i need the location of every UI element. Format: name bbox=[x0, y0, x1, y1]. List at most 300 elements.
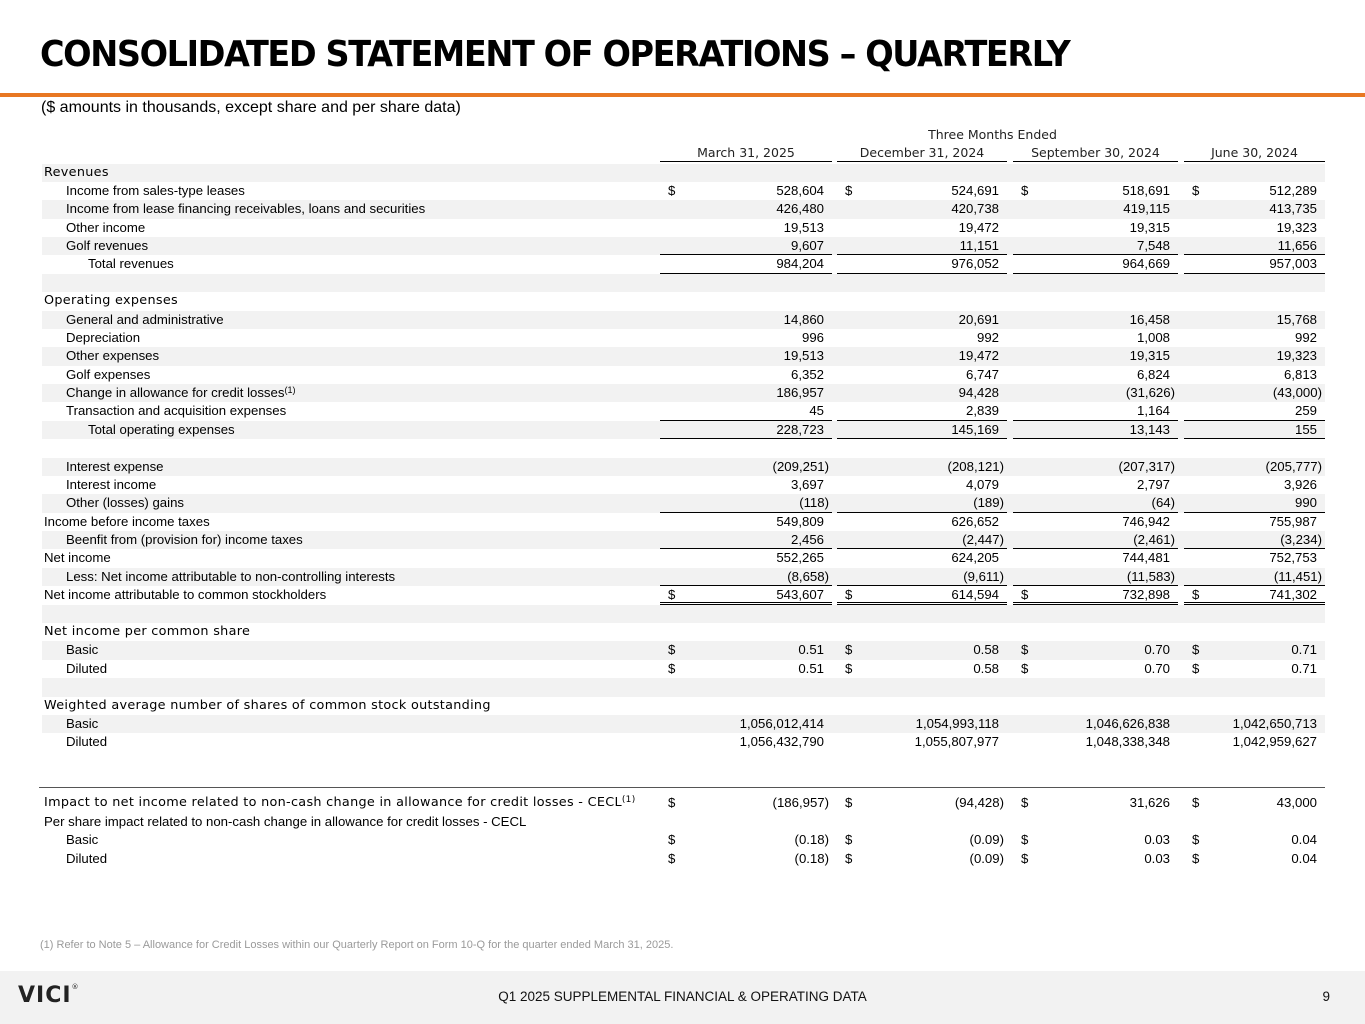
interest-expense-label: Interest expense bbox=[66, 458, 164, 474]
revenues-label: Revenues bbox=[44, 164, 109, 180]
cell-value: 6,813 bbox=[1283, 366, 1317, 382]
total-revenues-value-col1 bbox=[660, 255, 832, 273]
cell-value: 19,513 bbox=[783, 219, 824, 235]
dollar-sign: $ bbox=[1021, 642, 1029, 658]
income-taxes-value-col1 bbox=[660, 531, 832, 549]
row-cecl-diluted bbox=[42, 850, 1325, 868]
cell-value: 992 bbox=[1294, 329, 1317, 345]
interest-expense-value-col3 bbox=[1013, 458, 1178, 476]
row-eps-basic bbox=[42, 641, 1325, 659]
transaction-expenses-label: Transaction and acquisition expenses bbox=[66, 403, 287, 419]
cecl-separator-line bbox=[39, 787, 1325, 788]
transaction-expenses-value-col4 bbox=[1184, 402, 1325, 420]
cell-value: 755,987 bbox=[1269, 513, 1317, 529]
cecl-impact-label: Impact to net income related to non-cash change in allowance for credit losses - CECL$^{(1)}$ bbox=[44, 795, 636, 811]
row-general-admin bbox=[42, 311, 1325, 329]
total-operating-expenses-value-col3 bbox=[1013, 421, 1178, 439]
cell-value: 1,008 bbox=[1136, 329, 1170, 345]
row-operating-expenses bbox=[42, 292, 1325, 310]
column-header-dec-2024: December 31, 2024 bbox=[837, 145, 1007, 162]
eps-basic-value-col1 bbox=[660, 641, 832, 659]
interest-expense-value-col4 bbox=[1184, 458, 1325, 476]
cell-value: 15,768 bbox=[1276, 311, 1317, 327]
credit-losses-change-value-col1 bbox=[660, 384, 832, 402]
other-expenses-value-col2 bbox=[837, 347, 1007, 365]
cell-value: 744,481 bbox=[1122, 550, 1170, 566]
cell-value: (189) bbox=[973, 495, 1004, 511]
row-blank-1 bbox=[42, 274, 1325, 292]
cell-value: 6,747 bbox=[965, 366, 999, 382]
lease-financing-label: Income from lease financing receivables, loans and securities bbox=[66, 201, 426, 217]
row-eps-diluted bbox=[42, 660, 1325, 678]
cecl-basic-value-col1 bbox=[660, 831, 832, 849]
cell-value: 3,926 bbox=[1283, 476, 1317, 492]
cell-value: 0.04 bbox=[1291, 832, 1317, 848]
cell-value: 976,052 bbox=[951, 256, 999, 272]
cell-value: 528,604 bbox=[776, 182, 824, 198]
cell-value: 19,323 bbox=[1276, 348, 1317, 364]
cell-value: 155 bbox=[1294, 421, 1317, 437]
cell-value: (64) bbox=[1151, 495, 1175, 511]
cell-value: 1,054,993,118 bbox=[915, 715, 999, 731]
row-other-income bbox=[42, 219, 1325, 237]
cell-value: 0.58 bbox=[973, 642, 999, 658]
eps-diluted-value-col1 bbox=[660, 660, 832, 678]
cell-value: 2,797 bbox=[1136, 476, 1170, 492]
cell-value: (2,447) bbox=[962, 532, 1004, 548]
other-losses-gains-value-col1 bbox=[660, 494, 832, 512]
dollar-sign: $ bbox=[1192, 795, 1200, 811]
cell-value: (94,428) bbox=[954, 795, 1004, 811]
cell-value: (0.18) bbox=[794, 850, 829, 866]
cell-value: 0.58 bbox=[973, 660, 999, 676]
lease-financing-value-col4 bbox=[1184, 200, 1325, 218]
row-depreciation bbox=[42, 329, 1325, 347]
cell-value: 9,607 bbox=[790, 238, 824, 254]
row-other-losses-gains bbox=[42, 494, 1325, 512]
eps-diluted-value-col2 bbox=[837, 660, 1007, 678]
page-title: CONSOLIDATED STATEMENT OF OPERATIONS – QUARTERLY bbox=[40, 34, 1070, 75]
interest-expense-value-col2 bbox=[837, 458, 1007, 476]
cell-value: (31,626) bbox=[1125, 385, 1175, 401]
cecl-diluted-value-col1 bbox=[660, 850, 832, 868]
non-controlling-value-col2 bbox=[837, 568, 1007, 586]
row-golf-expenses bbox=[42, 366, 1325, 384]
other-losses-gains-value-col2 bbox=[837, 494, 1007, 512]
golf-expenses-value-col1 bbox=[660, 366, 832, 384]
dollar-sign: $ bbox=[845, 587, 853, 603]
row-shares-basic bbox=[42, 715, 1325, 733]
sales-type-leases-value-col2 bbox=[837, 182, 1007, 200]
eps-basic-value-col3 bbox=[1013, 641, 1178, 659]
sales-type-leases-value-col4 bbox=[1184, 182, 1325, 200]
cell-value: 0.70 bbox=[1144, 642, 1170, 658]
transaction-expenses-value-col3 bbox=[1013, 402, 1178, 420]
other-income-value-col4 bbox=[1184, 219, 1325, 237]
cell-value: 624,205 bbox=[951, 550, 999, 566]
other-income-value-col1 bbox=[660, 219, 832, 237]
credit-losses-change-value-col4 bbox=[1184, 384, 1325, 402]
interest-income-value-col3 bbox=[1013, 476, 1178, 494]
income-taxes-value-col3 bbox=[1013, 531, 1178, 549]
depreciation-value-col1 bbox=[660, 329, 832, 347]
total-operating-expenses-label: Total operating expenses bbox=[88, 421, 235, 437]
cecl-basic-value-col2 bbox=[837, 831, 1007, 849]
cell-value: 990 bbox=[1294, 495, 1317, 511]
income-before-taxes-value-col2 bbox=[837, 513, 1007, 531]
golf-expenses-label: Golf expenses bbox=[66, 366, 151, 382]
net-income-value-col2 bbox=[837, 549, 1007, 567]
other-losses-gains-label: Other (losses) gains bbox=[66, 495, 184, 511]
cell-value: 549,809 bbox=[776, 513, 824, 529]
dollar-sign: $ bbox=[1021, 182, 1029, 198]
row-income-before-taxes bbox=[42, 513, 1325, 531]
non-controlling-value-col1 bbox=[660, 568, 832, 586]
shares-section-label: Weighted average number of shares of common stock outstanding bbox=[44, 697, 491, 713]
net-income-value-col4 bbox=[1184, 549, 1325, 567]
dollar-sign: $ bbox=[845, 660, 853, 676]
credit-losses-change-value-col2 bbox=[837, 384, 1007, 402]
cell-value: 1,042,650,713 bbox=[1232, 715, 1317, 731]
cell-value: (3,234) bbox=[1280, 532, 1322, 548]
cell-value: 0.03 bbox=[1144, 850, 1170, 866]
cell-value: 741,302 bbox=[1269, 587, 1317, 603]
page-footer bbox=[0, 971, 1365, 1024]
other-losses-gains-value-col4 bbox=[1184, 494, 1325, 512]
cell-value: 6,824 bbox=[1136, 366, 1170, 382]
cell-value: (0.09) bbox=[969, 850, 1004, 866]
row-total-operating-expenses bbox=[42, 421, 1325, 439]
row-cecl-basic bbox=[42, 831, 1325, 849]
row-blank-3 bbox=[42, 605, 1325, 623]
transaction-expenses-value-col1 bbox=[660, 402, 832, 420]
cell-value: 420,738 bbox=[951, 201, 999, 217]
interest-income-label: Interest income bbox=[66, 476, 157, 492]
shares-basic-value-col2 bbox=[837, 715, 1007, 733]
dollar-sign: $ bbox=[1021, 795, 1029, 811]
general-admin-value-col2 bbox=[837, 311, 1007, 329]
cell-value: 0.70 bbox=[1144, 660, 1170, 676]
row-blank-6 bbox=[42, 770, 1325, 788]
cecl-impact-value-col4 bbox=[1184, 794, 1325, 812]
cell-value: 7,548 bbox=[1136, 238, 1170, 254]
income-taxes-value-col2 bbox=[837, 531, 1007, 549]
total-operating-expenses-value-col1 bbox=[660, 421, 832, 439]
cell-value: (205,777) bbox=[1265, 458, 1322, 474]
shares-basic-value-col1 bbox=[660, 715, 832, 733]
dollar-sign: $ bbox=[668, 642, 676, 658]
vici-logo: VICI® bbox=[18, 983, 80, 1008]
cecl-impact-value-col3 bbox=[1013, 794, 1178, 812]
non-controlling-value-col3 bbox=[1013, 568, 1178, 586]
interest-income-value-col1 bbox=[660, 476, 832, 494]
net-income-common-label: Net income attributable to common stockholders bbox=[44, 587, 327, 603]
shares-diluted-label: Diluted bbox=[66, 734, 108, 750]
income-before-taxes-value-col3 bbox=[1013, 513, 1178, 531]
total-revenues-value-col3 bbox=[1013, 255, 1178, 273]
cell-value: 4,079 bbox=[965, 476, 999, 492]
cell-value: 1,055,807,977 bbox=[914, 734, 999, 750]
sales-type-leases-label: Income from sales-type leases bbox=[66, 182, 245, 198]
cell-value: 186,957 bbox=[776, 385, 824, 401]
cell-value: 3,697 bbox=[790, 476, 824, 492]
row-cecl-impact bbox=[42, 794, 1325, 812]
cell-value: (8,658) bbox=[787, 568, 829, 584]
cell-value: 2,456 bbox=[790, 532, 824, 548]
per-share-cecl-label: Per share impact related to non-cash change in allowance for credit losses - CECL bbox=[44, 813, 527, 829]
cell-value: 0.71 bbox=[1291, 660, 1317, 676]
dollar-sign: $ bbox=[1192, 182, 1200, 198]
cell-value: 45 bbox=[809, 403, 824, 419]
cell-value: 419,115 bbox=[1123, 201, 1170, 217]
credit-losses-change-value-col3 bbox=[1013, 384, 1178, 402]
cell-value: 1,056,432,790 bbox=[739, 734, 824, 750]
cell-value: 0.51 bbox=[798, 660, 824, 676]
income-before-taxes-value-col1 bbox=[660, 513, 832, 531]
cell-value: 518,691 bbox=[1122, 182, 1170, 198]
interest-expense-value-col1 bbox=[660, 458, 832, 476]
cell-value: 957,003 bbox=[1269, 256, 1317, 272]
cecl-basic-value-col3 bbox=[1013, 831, 1178, 849]
cell-value: 552,265 bbox=[776, 550, 824, 566]
depreciation-value-col4 bbox=[1184, 329, 1325, 347]
cell-value: 19,472 bbox=[958, 348, 999, 364]
cell-value: 426,480 bbox=[776, 201, 824, 217]
cell-value: 992 bbox=[976, 329, 999, 345]
eps-diluted-label: Diluted bbox=[66, 660, 108, 676]
row-non-controlling bbox=[42, 568, 1325, 586]
cell-value: 626,652 bbox=[951, 513, 999, 529]
row-sales-type-leases bbox=[42, 182, 1325, 200]
dollar-sign: $ bbox=[845, 795, 853, 811]
row-shares-diluted bbox=[42, 733, 1325, 751]
dollar-sign: $ bbox=[1192, 660, 1200, 676]
title-accent-rule bbox=[0, 93, 1365, 97]
cecl-basic-label: Basic bbox=[66, 832, 99, 848]
interest-income-value-col2 bbox=[837, 476, 1007, 494]
cell-value: 996 bbox=[801, 329, 824, 345]
dollar-sign: $ bbox=[845, 850, 853, 866]
cell-value: 19,323 bbox=[1276, 219, 1317, 235]
interest-income-value-col4 bbox=[1184, 476, 1325, 494]
row-other-expenses bbox=[42, 347, 1325, 365]
dollar-sign: $ bbox=[1021, 660, 1029, 676]
cell-value: 0.51 bbox=[798, 642, 824, 658]
dollar-sign: $ bbox=[668, 182, 676, 198]
depreciation-value-col2 bbox=[837, 329, 1007, 347]
cell-value: 43,000 bbox=[1276, 795, 1317, 811]
cell-value: 19,472 bbox=[958, 219, 999, 235]
dollar-sign: $ bbox=[668, 587, 676, 603]
dollar-sign: $ bbox=[668, 832, 676, 848]
eps-diluted-value-col4 bbox=[1184, 660, 1325, 678]
cell-value: 543,607 bbox=[776, 587, 824, 603]
row-credit-losses-change bbox=[42, 384, 1325, 402]
cell-value: (9,611) bbox=[963, 568, 1004, 584]
eps-basic-label: Basic bbox=[66, 642, 99, 658]
column-header-mar-2025: March 31, 2025 bbox=[660, 145, 832, 162]
row-net-income bbox=[42, 549, 1325, 567]
cell-value: 413,735 bbox=[1269, 201, 1317, 217]
depreciation-value-col3 bbox=[1013, 329, 1178, 347]
other-income-value-col3 bbox=[1013, 219, 1178, 237]
cell-value: 512,289 bbox=[1269, 182, 1317, 198]
shares-diluted-value-col3 bbox=[1013, 733, 1178, 751]
cell-value: 614,594 bbox=[951, 587, 999, 603]
other-expenses-value-col1 bbox=[660, 347, 832, 365]
cecl-basic-value-col4 bbox=[1184, 831, 1325, 849]
sales-type-leases-value-col1 bbox=[660, 182, 832, 200]
golf-revenues-value-col1 bbox=[660, 237, 832, 255]
dollar-sign: $ bbox=[845, 642, 853, 658]
shares-basic-value-col3 bbox=[1013, 715, 1178, 733]
eps-basic-value-col4 bbox=[1184, 641, 1325, 659]
dollar-sign: $ bbox=[845, 182, 853, 198]
row-eps-section bbox=[42, 623, 1325, 641]
cell-value: 0.71 bbox=[1291, 642, 1317, 658]
cell-value: 732,898 bbox=[1122, 587, 1170, 603]
total-revenues-value-col2 bbox=[837, 255, 1007, 273]
footer-title: Q1 2025 SUPPLEMENTAL FINANCIAL & OPERATING DATA bbox=[498, 989, 867, 1004]
golf-revenues-value-col4 bbox=[1184, 237, 1325, 255]
general-admin-label: General and administrative bbox=[66, 311, 224, 327]
cell-value: 94,428 bbox=[958, 385, 999, 401]
total-operating-expenses-value-col2 bbox=[837, 421, 1007, 439]
cecl-diluted-label: Diluted bbox=[66, 850, 108, 866]
income-taxes-value-col4 bbox=[1184, 531, 1325, 549]
cell-value: 1,042,959,627 bbox=[1232, 734, 1317, 750]
cell-value: 1,046,626,838 bbox=[1085, 715, 1170, 731]
transaction-expenses-value-col2 bbox=[837, 402, 1007, 420]
cell-value: 2,839 bbox=[965, 403, 999, 419]
other-losses-gains-value-col3 bbox=[1013, 494, 1178, 512]
cecl-diluted-value-col4 bbox=[1184, 850, 1325, 868]
cell-value: 13,143 bbox=[1129, 421, 1170, 437]
cell-value: 1,048,338,348 bbox=[1085, 734, 1170, 750]
net-income-common-value-col1 bbox=[660, 586, 832, 604]
column-group-header: Three Months Ended bbox=[928, 127, 1057, 142]
general-admin-value-col4 bbox=[1184, 311, 1325, 329]
row-transaction-expenses bbox=[42, 402, 1325, 420]
other-expenses-value-col4 bbox=[1184, 347, 1325, 365]
lease-financing-value-col3 bbox=[1013, 200, 1178, 218]
cell-value: 20,691 bbox=[958, 311, 999, 327]
cell-value: 145,169 bbox=[951, 421, 999, 437]
row-revenues bbox=[42, 164, 1325, 182]
cecl-impact-value-col1 bbox=[660, 794, 832, 812]
net-income-value-col1 bbox=[660, 549, 832, 567]
total-revenues-value-col4 bbox=[1184, 255, 1325, 273]
shares-diluted-value-col1 bbox=[660, 733, 832, 751]
other-expenses-value-col3 bbox=[1013, 347, 1178, 365]
cell-value: 1,164 bbox=[1136, 403, 1170, 419]
dollar-sign: $ bbox=[1192, 587, 1200, 603]
general-admin-value-col3 bbox=[1013, 311, 1178, 329]
page-number: 9 bbox=[1322, 989, 1330, 1004]
row-shares-section bbox=[42, 697, 1325, 715]
dollar-sign: $ bbox=[668, 660, 676, 676]
other-income-value-col2 bbox=[837, 219, 1007, 237]
cell-value: (0.18) bbox=[794, 832, 829, 848]
footnote: (1) Refer to Note 5 – Allowance for Credit Losses within our Quarterly Report on Form 10-Q for the quarter ended March 31, 2025. bbox=[40, 939, 674, 951]
cell-value: (43,000) bbox=[1272, 385, 1322, 401]
net-income-label: Net income bbox=[44, 550, 111, 566]
cell-value: (11,583) bbox=[1126, 568, 1175, 584]
cell-value: 0.04 bbox=[1291, 850, 1317, 866]
other-income-label: Other income bbox=[66, 219, 146, 235]
footnote-ref: (1) bbox=[284, 385, 296, 396]
shares-diluted-value-col4 bbox=[1184, 733, 1325, 751]
cell-value: (11,451) bbox=[1273, 568, 1322, 584]
cell-value: 746,942 bbox=[1122, 513, 1170, 529]
eps-section-label: Net income per common share bbox=[44, 624, 251, 639]
golf-expenses-value-col3 bbox=[1013, 366, 1178, 384]
row-total-revenues bbox=[42, 255, 1325, 273]
column-header-sep-2024: September 30, 2024 bbox=[1013, 145, 1178, 162]
eps-diluted-value-col3 bbox=[1013, 660, 1178, 678]
row-blank-5 bbox=[42, 752, 1325, 770]
eps-basic-value-col2 bbox=[837, 641, 1007, 659]
footnote-ref: (1) bbox=[621, 795, 636, 806]
dollar-sign: $ bbox=[1021, 587, 1029, 603]
depreciation-label: Depreciation bbox=[66, 329, 141, 345]
cecl-diluted-value-col3 bbox=[1013, 850, 1178, 868]
cell-value: (207,317) bbox=[1118, 458, 1175, 474]
cecl-diluted-value-col2 bbox=[837, 850, 1007, 868]
cell-value: (208,121) bbox=[947, 458, 1004, 474]
subtitle: ($ amounts in thousands, except share and per share data) bbox=[41, 99, 461, 116]
cecl-impact-value-col2 bbox=[837, 794, 1007, 812]
cell-value: (209,251) bbox=[772, 458, 829, 474]
credit-losses-change-label: Change in allowance for credit losses$^{(1)}$ bbox=[66, 385, 296, 401]
shares-basic-value-col4 bbox=[1184, 715, 1325, 733]
row-lease-financing bbox=[42, 200, 1325, 218]
total-revenues-label: Total revenues bbox=[88, 256, 174, 272]
row-income-taxes bbox=[42, 531, 1325, 549]
golf-expenses-value-col4 bbox=[1184, 366, 1325, 384]
cell-value: (0.09) bbox=[969, 832, 1004, 848]
golf-revenues-value-col3 bbox=[1013, 237, 1178, 255]
dollar-sign: $ bbox=[668, 850, 676, 866]
row-interest-income bbox=[42, 476, 1325, 494]
cell-value: 752,753 bbox=[1269, 550, 1317, 566]
cell-value: 984,204 bbox=[776, 256, 824, 272]
row-blank-4 bbox=[42, 678, 1325, 696]
dollar-sign: $ bbox=[845, 832, 853, 848]
cell-value: (118) bbox=[799, 495, 829, 511]
row-blank-2 bbox=[42, 439, 1325, 457]
cell-value: 1,056,012,414 bbox=[739, 715, 824, 731]
row-interest-expense bbox=[42, 458, 1325, 476]
cell-value: 524,691 bbox=[951, 182, 999, 198]
dollar-sign: $ bbox=[1021, 850, 1029, 866]
non-controlling-value-col4 bbox=[1184, 568, 1325, 586]
sales-type-leases-value-col3 bbox=[1013, 182, 1178, 200]
lease-financing-value-col2 bbox=[837, 200, 1007, 218]
cell-value: 228,723 bbox=[776, 421, 824, 437]
general-admin-value-col1 bbox=[660, 311, 832, 329]
cell-value: 31,626 bbox=[1129, 795, 1170, 811]
dollar-sign: $ bbox=[1192, 642, 1200, 658]
net-income-common-value-col2 bbox=[837, 586, 1007, 604]
income-before-taxes-label: Income before income taxes bbox=[44, 513, 210, 529]
cell-value: 19,315 bbox=[1129, 219, 1170, 235]
cell-value: 259 bbox=[1294, 403, 1317, 419]
operating-expenses-label: Operating expenses bbox=[44, 293, 178, 309]
dollar-sign: $ bbox=[1192, 832, 1200, 848]
dollar-sign: $ bbox=[668, 795, 676, 811]
other-expenses-label: Other expenses bbox=[66, 348, 160, 364]
